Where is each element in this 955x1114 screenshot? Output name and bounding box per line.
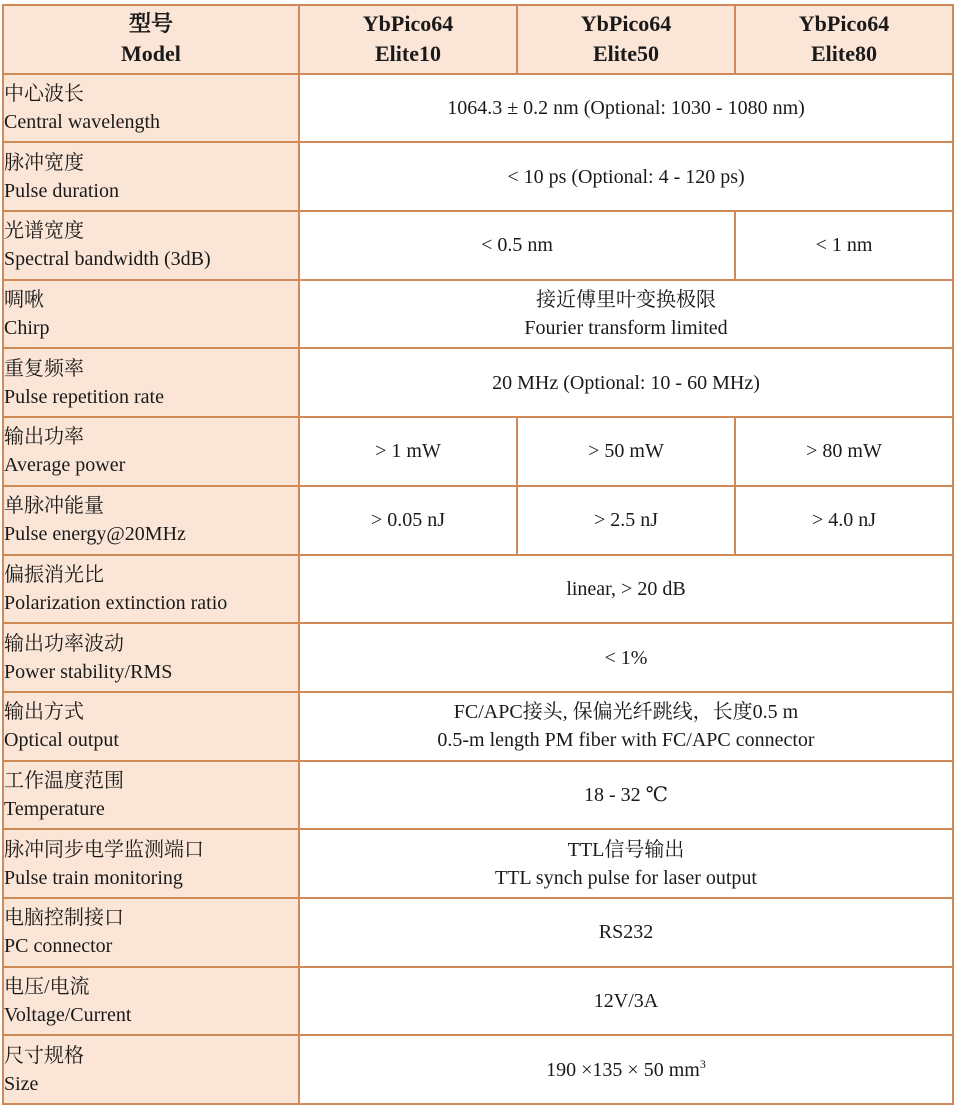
label-zh: 单脉冲能量 — [4, 495, 104, 518]
row-spectral-bandwidth — [3, 211, 953, 280]
label-en: Temperature — [4, 797, 105, 820]
value-pulse-train-monitoring — [299, 829, 953, 898]
label-optical-output — [3, 692, 299, 761]
header-model-zh: 型号 — [128, 11, 173, 37]
label-average-power — [3, 417, 299, 486]
label-pulse-train-monitoring — [3, 829, 299, 898]
header-elite80 — [735, 5, 953, 74]
row-size — [3, 1035, 953, 1104]
row-pulse-duration — [3, 142, 953, 211]
row-voltage-current — [3, 967, 953, 1036]
label-zh: 偏振消光比 — [4, 563, 104, 586]
row-chirp — [3, 280, 953, 349]
header-elite10-line1: YbPico64 — [362, 11, 454, 37]
label-zh: 输出方式 — [4, 701, 84, 724]
value-pulse-energy-elite50: > 2.5 nJ — [517, 486, 735, 555]
value-repetition-rate: 20 MHz (Optional: 10 - 60 MHz) — [299, 348, 953, 417]
value-polarization: linear, > 20 dB — [299, 555, 953, 624]
value-pulse-energy-elite80: > 4.0 nJ — [735, 486, 953, 555]
label-size — [3, 1035, 299, 1104]
value-voltage-current: 12V/3A — [299, 967, 953, 1036]
value-pc-connector: RS232 — [299, 898, 953, 967]
header-elite10 — [299, 5, 517, 74]
header-row — [3, 5, 953, 74]
label-en: Pulse duration — [4, 179, 119, 202]
value-optical-output-zh: FC/APC接头, 保偏光纤跳线，长度0.5 m — [453, 701, 799, 724]
value-pulse-duration: < 10 ps (Optional: 4 - 120 ps) — [299, 142, 953, 211]
label-zh: 输出功率波动 — [4, 632, 124, 655]
label-repetition-rate — [3, 348, 299, 417]
value-power-stability: < 1% — [299, 623, 953, 692]
label-en: Voltage/Current — [4, 1003, 132, 1026]
header-model-en: Model — [121, 41, 181, 67]
label-power-stability — [3, 623, 299, 692]
label-en: Pulse train monitoring — [4, 866, 183, 889]
label-voltage-current — [3, 967, 299, 1036]
spec-table — [2, 4, 954, 1105]
label-en: PC connector — [4, 935, 113, 958]
header-elite80-line2: Elite80 — [811, 41, 877, 67]
label-zh: 中心波长 — [4, 83, 84, 106]
header-elite80-line1: YbPico64 — [798, 11, 890, 37]
header-model — [3, 5, 299, 74]
value-spectral-bandwidth-elite80: < 1 nm — [735, 211, 953, 280]
value-pulse-energy-elite10: > 0.05 nJ — [299, 486, 517, 555]
label-zh: 重复频率 — [4, 357, 84, 380]
value-average-power-elite80: > 80 mW — [735, 417, 953, 486]
row-pulse-energy — [3, 486, 953, 555]
label-en: Pulse energy@20MHz — [4, 523, 186, 546]
row-pulse-train-monitoring — [3, 829, 953, 898]
label-zh: 电压/电流 — [4, 975, 90, 998]
label-en: Average power — [4, 454, 126, 477]
label-pulse-energy — [3, 486, 299, 555]
label-zh: 啁啾 — [4, 289, 44, 312]
label-en: Power stability/RMS — [4, 660, 173, 683]
row-optical-output — [3, 692, 953, 761]
label-zh: 光谱宽度 — [4, 220, 84, 243]
label-en: Pulse repetition rate — [4, 385, 164, 408]
header-elite50 — [517, 5, 735, 74]
label-central-wavelength — [3, 74, 299, 143]
label-zh: 脉冲宽度 — [4, 151, 84, 174]
value-chirp-en: Fourier transform limited — [524, 317, 728, 340]
row-pc-connector — [3, 898, 953, 967]
value-size-superscript: 3 — [699, 1056, 706, 1071]
label-en: Polarization extinction ratio — [4, 591, 228, 614]
value-size — [299, 1035, 953, 1104]
label-spectral-bandwidth — [3, 211, 299, 280]
label-zh: 脉冲同步电学监测端口 — [4, 838, 204, 861]
row-power-stability — [3, 623, 953, 692]
label-en: Optical output — [4, 729, 119, 752]
label-en: Chirp — [4, 317, 50, 340]
value-central-wavelength: 1064.3 ± 0.2 nm (Optional: 1030 - 1080 nm) — [299, 74, 953, 143]
row-temperature — [3, 761, 953, 830]
label-pc-connector — [3, 898, 299, 967]
header-elite10-line2: Elite10 — [375, 41, 441, 67]
label-pulse-duration — [3, 142, 299, 211]
value-size-text: 190 ×135 × 50 mm — [546, 1058, 700, 1081]
label-zh: 工作温度范围 — [4, 769, 124, 792]
value-chirp — [299, 280, 953, 349]
value-pulse-train-zh: TTL信号输出 — [567, 838, 685, 861]
value-spectral-bandwidth-elite10-50: < 0.5 nm — [299, 211, 735, 280]
value-average-power-elite10: > 1 mW — [299, 417, 517, 486]
header-elite50-line1: YbPico64 — [580, 11, 672, 37]
row-average-power — [3, 417, 953, 486]
row-repetition-rate — [3, 348, 953, 417]
value-pulse-train-en: TTL synch pulse for laser output — [495, 866, 757, 889]
value-optical-output — [299, 692, 953, 761]
label-polarization — [3, 555, 299, 624]
label-en: Central wavelength — [4, 111, 161, 134]
value-average-power-elite50: > 50 mW — [517, 417, 735, 486]
row-polarization — [3, 555, 953, 624]
label-zh: 尺寸规格 — [4, 1044, 84, 1067]
label-temperature — [3, 761, 299, 830]
value-temperature: 18 - 32 ℃ — [299, 761, 953, 830]
header-elite50-line2: Elite50 — [593, 41, 659, 67]
label-chirp — [3, 280, 299, 349]
label-zh: 电脑控制接口 — [4, 907, 124, 930]
value-optical-output-en: 0.5-m length PM fiber with FC/APC connector — [437, 729, 815, 752]
label-en: Spectral bandwidth (3dB) — [4, 248, 211, 271]
label-en: Size — [4, 1072, 39, 1095]
row-central-wavelength — [3, 74, 953, 143]
label-zh: 输出功率 — [4, 426, 84, 449]
value-chirp-zh: 接近傅里叶变换极限 — [536, 289, 716, 312]
